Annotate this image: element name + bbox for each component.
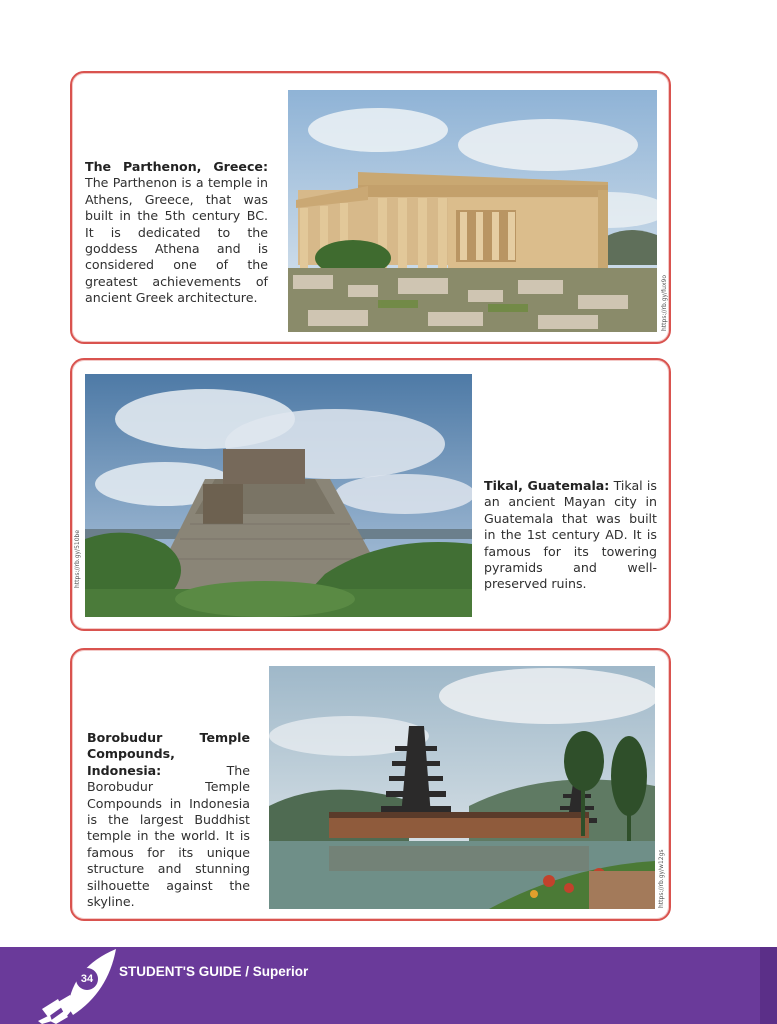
page-number: 34: [76, 968, 98, 990]
footer-edge: [760, 947, 777, 1024]
card-text: [85, 159, 268, 307]
card-body: Tikal is an ancient Mayan city in Guatemala that was built in the 1st century AD. It is famous for its towering pyramids and well-preserved ruins.: [484, 478, 657, 592]
card-text: [87, 730, 250, 910]
temple-illustration: [269, 666, 655, 909]
parthenon-photo: [288, 90, 657, 332]
parthenon-illustration: [288, 90, 657, 332]
guide-title: [119, 964, 308, 979]
card-body: The Borobudur Temple Compounds in Indonesia is the largest Buddhist temple in the world. It is famous for its unique structure and stunning silhouette against the skyline.: [87, 762, 250, 910]
card-text: [484, 478, 657, 593]
card-heading: Borobudur Temple Compounds, Indonesia:: [87, 730, 250, 778]
card-borobudur: [70, 648, 671, 921]
borobudur-photo: [269, 666, 655, 909]
guide-label: STUDENT'S GUIDE: [119, 964, 242, 979]
page-footer: [0, 947, 777, 1024]
card-heading: Tikal, Guatemala:: [484, 478, 610, 493]
card-tikal: [70, 358, 671, 631]
photo-credit: https://rb.gy/510be: [74, 529, 81, 588]
photo-credit: https://rb.gy/w12gs: [658, 849, 665, 908]
tikal-photo: [85, 374, 472, 617]
tikal-illustration: [85, 374, 472, 617]
card-parthenon: [70, 71, 671, 344]
card-body: The Parthenon is a temple in Athens, Greece, that was built in the 5th century BC. It is dedicated to the goddess Athena and is considered one of the greatest achievements of ancient Greek architecture.: [85, 175, 268, 306]
card-heading: The Parthenon, Greece:: [85, 159, 268, 174]
guide-level: / Superior: [241, 964, 309, 979]
photo-credit: https://rb.gy/fux9o: [661, 274, 668, 331]
